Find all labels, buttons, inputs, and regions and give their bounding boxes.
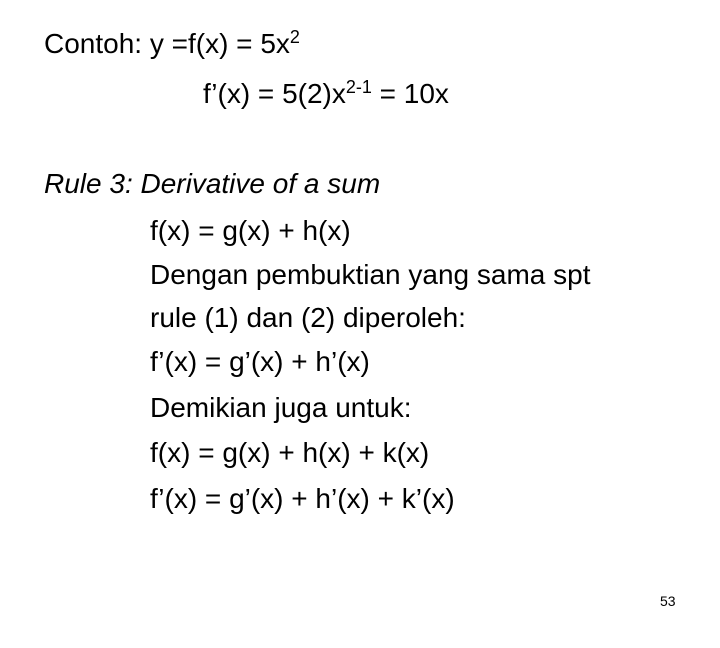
rule-3-sum-definition: f(x) = g(x) + h(x) <box>150 215 351 246</box>
example-function-exponent: 2 <box>289 27 300 47</box>
page-number: 53 <box>660 593 676 609</box>
example-function-text: Contoh: y =f(x) = 5x <box>44 28 290 59</box>
rule-3-sum-derivative: f’(x) = g’(x) + h’(x) <box>150 346 370 377</box>
example-function-line <box>44 28 300 60</box>
rule-3-three-term-sum: f(x) = g(x) + h(x) + k(x) <box>150 437 430 468</box>
rule-3-proof-note-2: rule (1) dan (2) diperoleh: <box>150 302 466 333</box>
example-derivative-line <box>203 78 449 110</box>
rule-3-extension-note: Demikian juga untuk: <box>150 392 412 423</box>
rule-3-three-term-derivative: f’(x) = g’(x) + h’(x) + k’(x) <box>150 483 455 514</box>
example-derivative-result: = 10x <box>371 78 449 109</box>
rule-3-proof-note-1: Dengan pembuktian yang sama spt <box>150 259 591 290</box>
rule-3-heading: Rule 3: Derivative of a sum <box>44 168 381 199</box>
example-derivative-prefix: f’(x) = 5(2)x <box>203 78 346 109</box>
example-derivative-exponent: 2-1 <box>345 77 372 97</box>
